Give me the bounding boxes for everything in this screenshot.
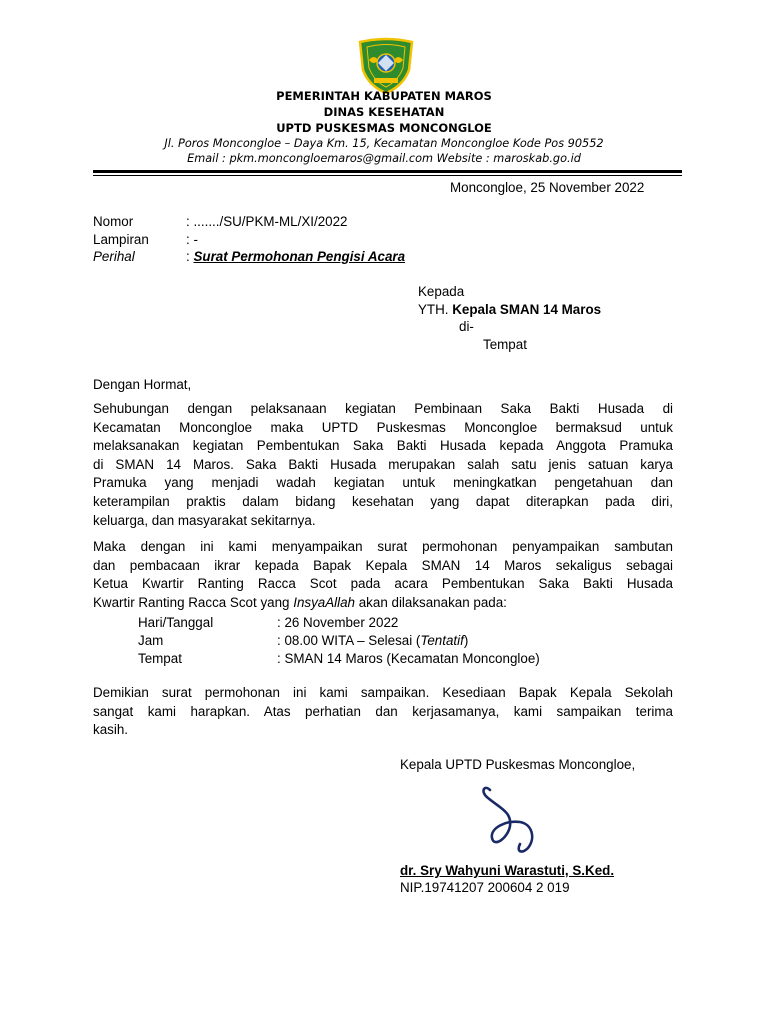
kabupaten-maros-emblem-icon [356, 36, 416, 94]
signatory-nip: NIP.19741207 200604 2 019 [400, 880, 570, 895]
lampiran-value: : - [186, 232, 198, 247]
nomor-label: Nomor [93, 214, 134, 229]
schedule-time-text: : 08.00 WITA – Selesai ( [277, 633, 421, 648]
paragraph-line: di SMAN 14 Maros. Saka Bakti Husada merupakan salah satu jenis satuan karya [93, 456, 673, 472]
recipient-name: Kepala SMAN 14 Maros [452, 302, 602, 317]
paragraph-line: Pramuka yang menjadi wadah kegiatan untuk meningkatkan pengetahuan dan [93, 475, 673, 491]
paragraph-1 [93, 400, 673, 530]
paragraph-text-italic: InsyaAllah [293, 594, 356, 610]
schedule-time-text: ) [463, 633, 469, 648]
greeting: Dengan Hormat, [93, 377, 192, 392]
paragraph-line: dan pembacaan ikrar kepada Bapak Kepala SMAN 14 Maros sekaligus sebagai [93, 557, 673, 573]
paragraph-line: keluarga, dan masyarakat sekitarnya. [93, 512, 316, 528]
perihal-value-line [186, 248, 405, 266]
schedule-time-tentative: Tentatif [420, 633, 464, 648]
paragraph-3 [93, 684, 673, 740]
signatory-name: dr. Sry Wahyuni Warastuti, S.Ked. [400, 863, 615, 878]
recipient-yth: YTH. [418, 302, 449, 317]
paragraph-line: Kecamatan Moncongloe maka UPTD Puskesmas Moncongloe bermaksud untuk [93, 419, 673, 435]
paragraph-text: Kwartir Ranting Racca Scot yang [93, 594, 294, 610]
signatory-title: Kepala UPTD Puskesmas Moncongloe, [400, 757, 636, 772]
paragraph-line: sangat kami harapkan. Atas perhatian dan kerjasamanya, kami sampaikan terima [93, 703, 673, 719]
schedule-place-value: : SMAN 14 Maros (Kecamatan Moncongloe) [277, 651, 540, 666]
letterhead-department: DINAS KESEHATAN [323, 105, 445, 119]
paragraph-line: kasih. [93, 722, 128, 738]
schedule-date-label: Hari/Tanggal [138, 615, 214, 630]
paragraph-line: Sehubungan dengan pelaksanaan kegiatan Pembinaan Saka Bakti Husada di [93, 401, 673, 416]
schedule-time-label: Jam [138, 633, 164, 648]
recipient-di: di- [459, 319, 474, 334]
letterhead-divider-thick [93, 170, 682, 173]
paragraph-line: melaksanakan kegiatan Pembentukan Saka Bakti Husada kepada Anggota Pramuka [93, 438, 673, 454]
letterhead-contact: Email : pkm.moncongloemaros@gmail.com Website : maroskab.go.id [187, 152, 581, 165]
recipient-tempat: Tempat [483, 337, 527, 352]
recipient-line [418, 301, 601, 319]
nomor-value: : ......./SU/PKM-ML/XI/2022 [186, 214, 348, 229]
paragraph-line: Maka dengan ini kami menyampaikan surat permohonan penyampaikan sambutan [93, 539, 673, 554]
letterhead-divider-thin [93, 175, 682, 176]
recipient-kepada: Kepada [418, 284, 465, 299]
paragraph-text: akan dilaksanakan pada: [355, 594, 507, 610]
lampiran-label: Lampiran [93, 232, 149, 247]
schedule-date-value: : 26 November 2022 [277, 615, 399, 630]
letter-date: Moncongloe, 25 November 2022 [450, 180, 645, 195]
schedule-place-label: Tempat [138, 651, 182, 666]
paragraph-line: Demikian surat permohonan ini kami sampaikan. Kesediaan Bapak Kepala Sekolah [93, 685, 673, 700]
letterhead-government: PEMERINTAH KABUPATEN MAROS [276, 89, 492, 103]
schedule-time-value [277, 632, 468, 650]
paragraph-line: keterampilan praktis dalam bidang kesehatan yang dapat diterapkan pada diri, [93, 493, 673, 509]
paragraph-line: Ketua Kwartir Ranting Racca Scot pada acara Pembentukan Saka Bakti Husada [93, 576, 673, 592]
letterhead-address: Jl. Poros Moncongloe – Daya Km. 15, Kecamatan Moncongloe Kode Pos 90552 [164, 137, 604, 150]
paragraph-line [93, 594, 673, 613]
perihal-label: Perihal [93, 249, 135, 264]
letterhead-unit: UPTD PUSKESMAS MONCONGLOE [276, 121, 492, 135]
perihal-colon: : [186, 249, 190, 264]
handwritten-signature [476, 782, 540, 858]
perihal-subject: Surat Permohonan Pengisi Acara [193, 249, 406, 264]
paragraph-2 [93, 538, 673, 612]
